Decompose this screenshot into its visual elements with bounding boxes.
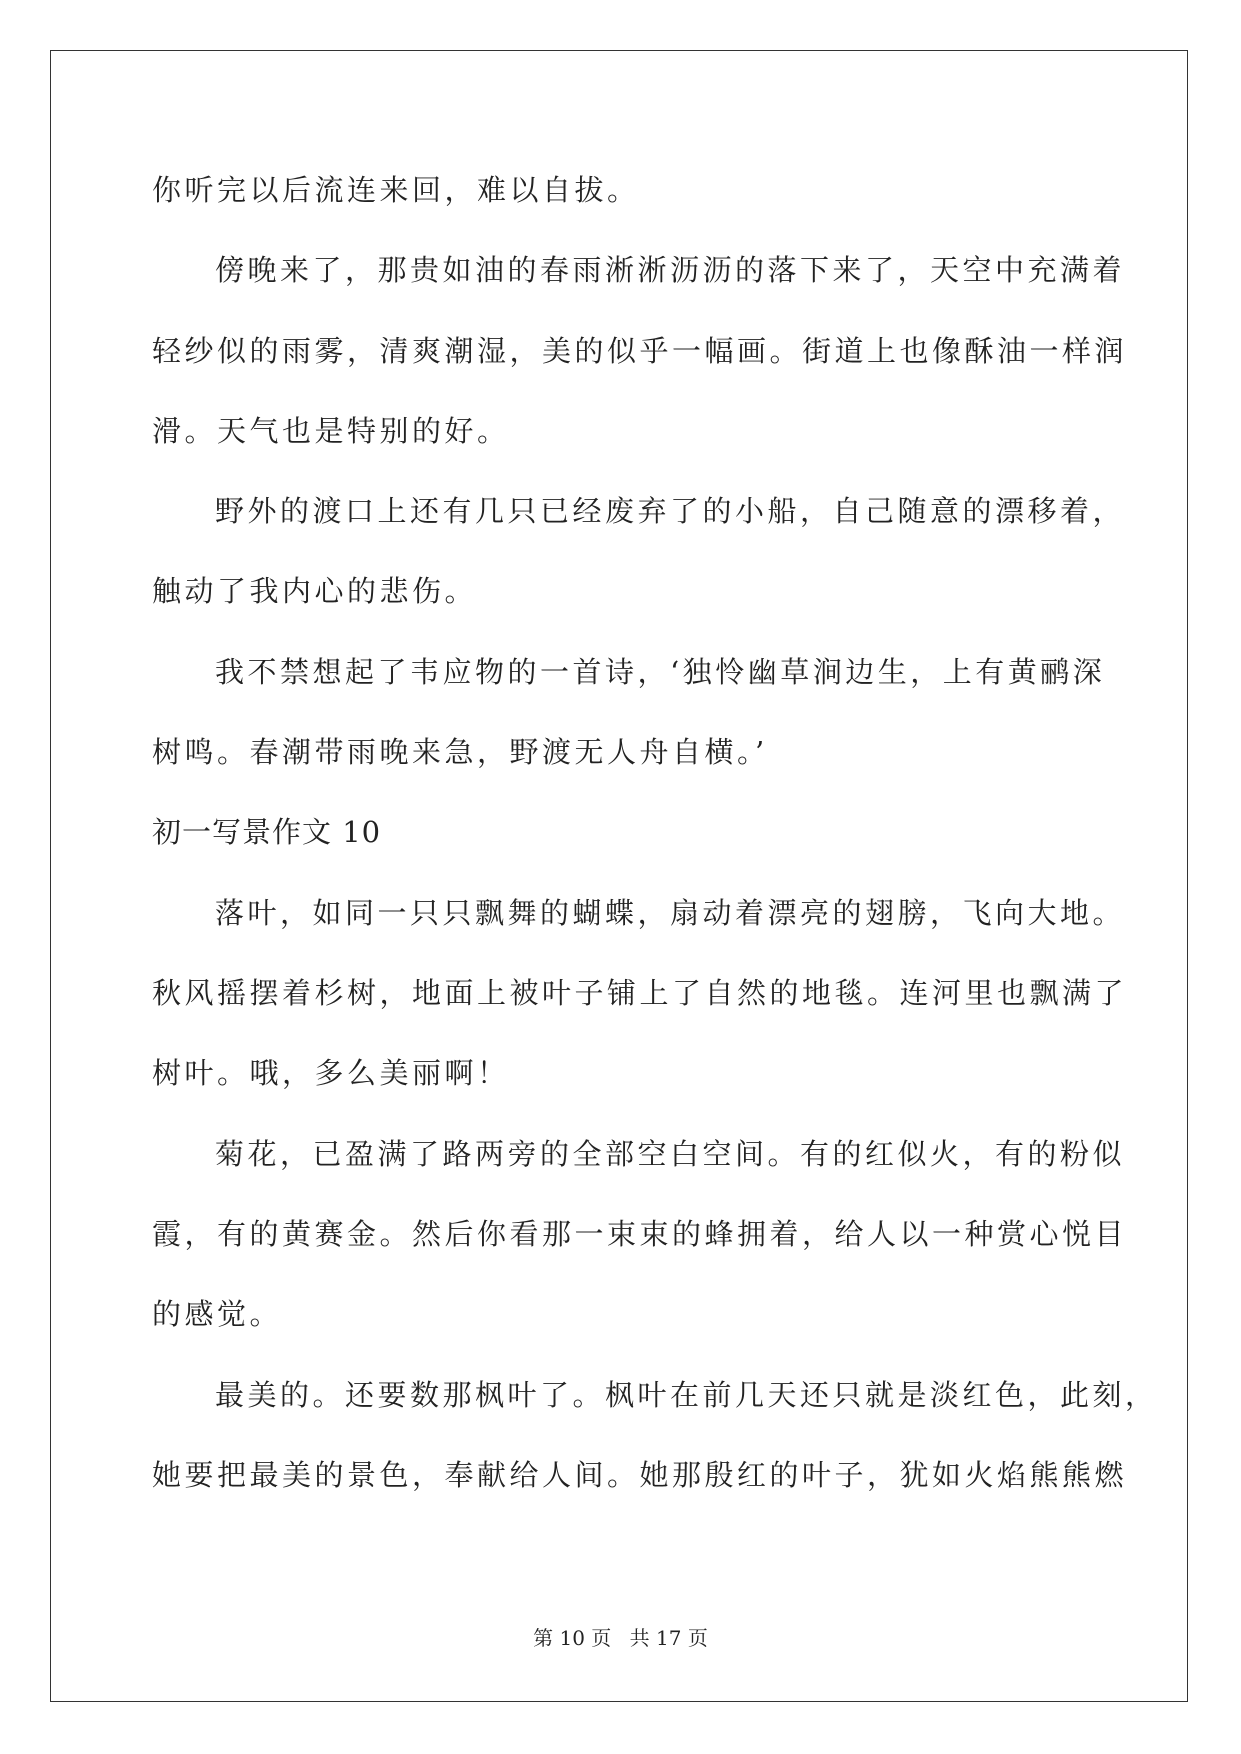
text-line: 的感觉。 — [152, 1297, 283, 1331]
section-heading: 初一写景作文 10 — [152, 815, 382, 849]
text-line: 你听完以后流连来回，难以自拔。 — [152, 173, 640, 207]
page-footer — [0, 1625, 1241, 1651]
page-total: 共 17 页 — [629, 1626, 708, 1650]
text-line: 轻纱似的雨雾，清爽潮湿，美的似乎一幅画。街道上也像酥油一样润 — [152, 334, 1128, 368]
paragraph-first-line: 落叶，如同一只只飘舞的蝴蝶，扇动着漂亮的翅膀，飞向大地。 — [215, 896, 1126, 930]
text-line: 霞，有的黄赛金。然后你看那一束束的蜂拥着，给人以一种赏心悦目 — [152, 1217, 1128, 1251]
text-line: 触动了我内心的悲伤。 — [152, 574, 478, 608]
paragraph-first-line: 菊花，已盈满了路两旁的全部空白空间。有的红似火，有的粉似 — [215, 1137, 1126, 1171]
page-number: 第 10 页 — [533, 1626, 612, 1650]
text-line: 树叶。哦，多么美丽啊！ — [152, 1056, 510, 1090]
text-line: 树鸣。春潮带雨晚来急，野渡无人舟自横。’ — [152, 735, 768, 769]
text-line: 她要把最美的景色，奉献给人间。她那殷红的叶子，犹如火焰熊熊燃 — [152, 1458, 1128, 1492]
text-line: 滑。天气也是特别的好。 — [152, 414, 510, 448]
paragraph-first-line: 傍晚来了，那贵如油的春雨淅淅沥沥的落下来了，天空中充满着 — [215, 253, 1126, 287]
paragraph-first-line: 最美的。还要数那枫叶了。枫叶在前几天还只就是淡红色，此刻， — [215, 1378, 1158, 1412]
paragraph-first-line: 野外的渡口上还有几只已经废弃了的小船，自己随意的漂移着， — [215, 494, 1126, 528]
text-line: 秋风摇摆着杉树，地面上被叶子铺上了自然的地毯。连河里也飘满了 — [152, 976, 1128, 1010]
paragraph-first-line: 我不禁想起了韦应物的一首诗，‘独怜幽草涧边生，上有黄鹂深 — [215, 655, 1106, 689]
